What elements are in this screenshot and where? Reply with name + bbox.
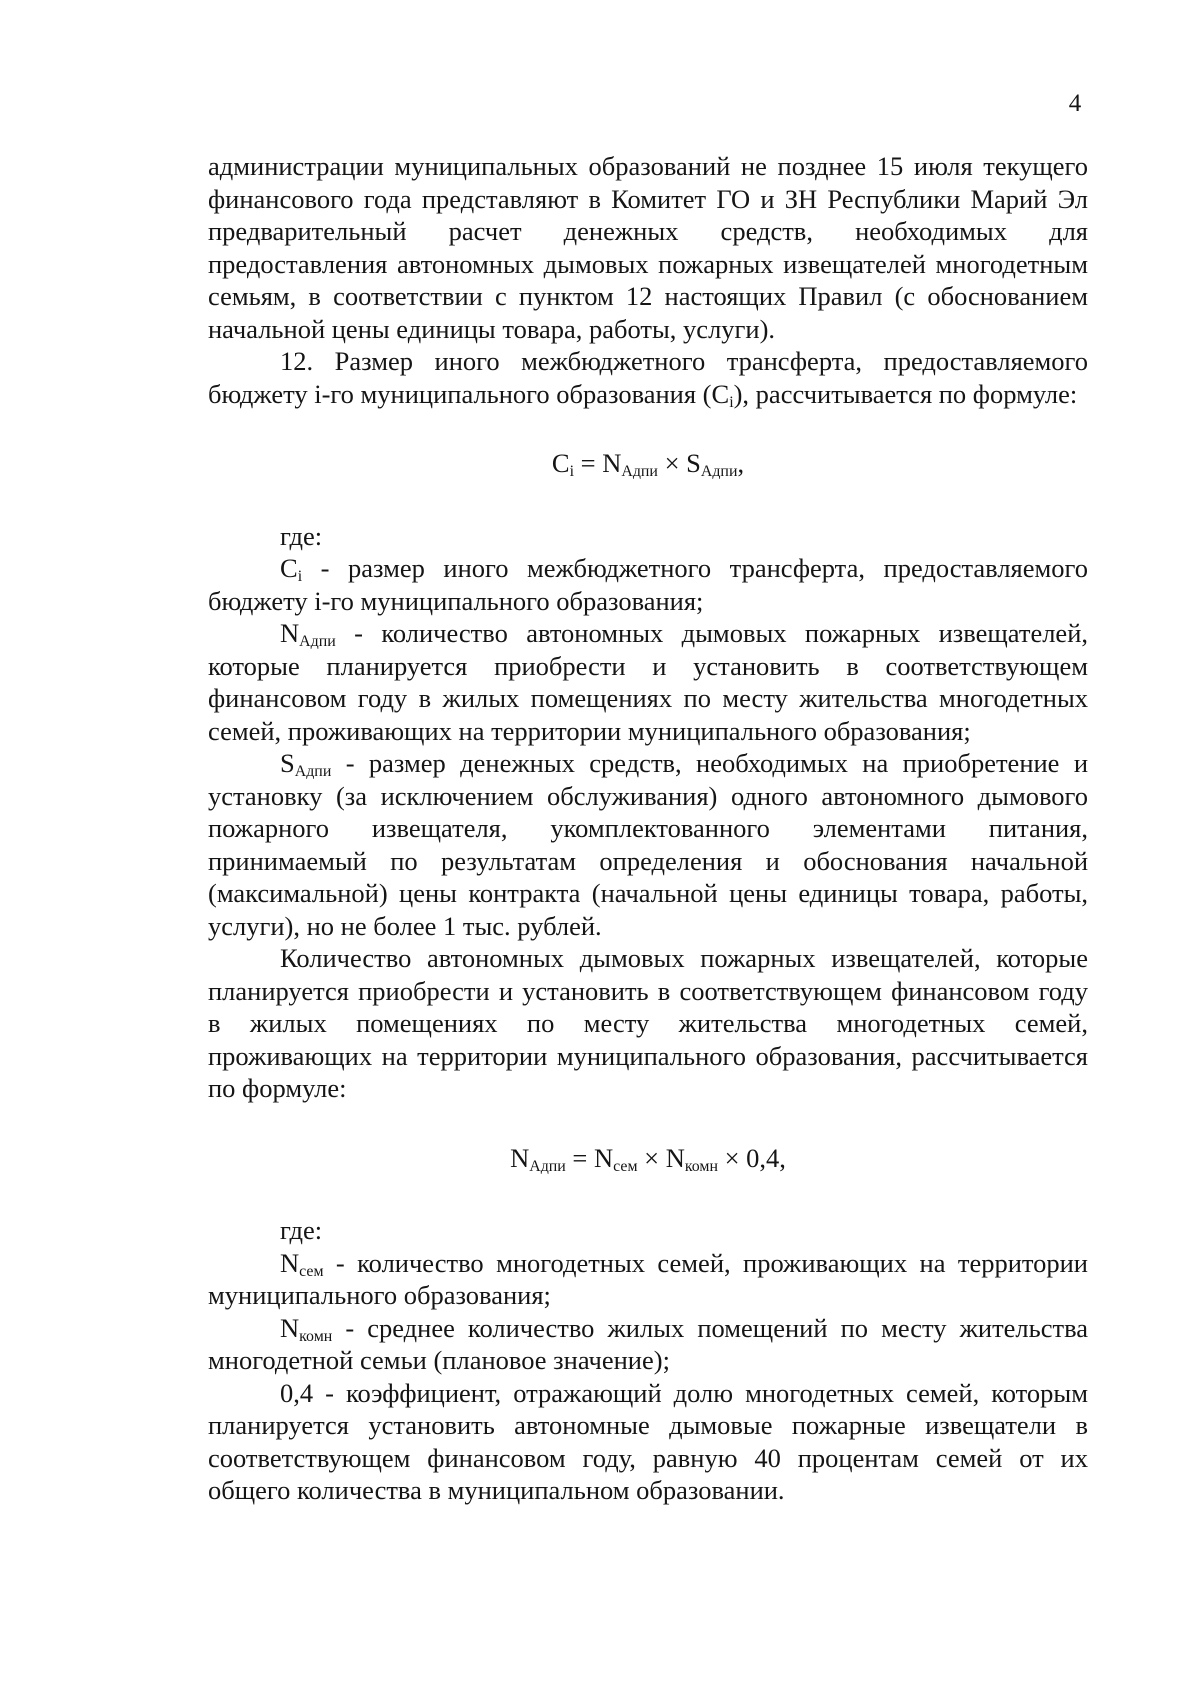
where-label-2: где:: [280, 1215, 323, 1245]
definition-n-sem: $N_{сем}$ - количество многодетных семей, проживающих на территории муниципального образования;: [208, 1247, 1088, 1310]
formula-quantity: $N_{Адпи} = N_{сем} \times N_{комн} \times 0,4$,: [510, 1142, 786, 1175]
definition-coefficient: 0,4 - коэффициент, отражающий долю многодетных семей, которым планируется установить автономные дымовые пожарные извещатели в соответствующем финансовом году, равную 40 процентам семей от их общего количества в муниципальном образовании.: [208, 1377, 1088, 1505]
paragraph-quantity: Количество автономных дымовых пожарных извещателей, которые планируется приобрести и установить в соответствующем финансовом году в жилых помещениях по месту жительства многодетных семей, проживающих на территории муниципального образования, рассчитывается по формуле:: [208, 943, 1088, 1103]
formula-transfer: $C_i = N_{Адпи} \times S_{Адпи}$,: [551, 448, 745, 480]
page-number: 4: [1068, 90, 1082, 117]
paragraph-submission: администрации муниципальных образований не позднее 15 июля текущего финансового года представляют в Комитет ГО и ЗН Республики Марий Эл предварительный расчет денежных средств, необходимых для предоставления автономных дымовых пожарных извещателей многодетным семьям, в соответствии с пунктом 12 настоящих Правил (с обоснованием начальной цены единицы товара, работы, услуги).: [208, 151, 1088, 344]
definition-n-komn: $N_{комн}$ - среднее количество жилых помещений по месту жительства многодетной семьи (плановое значение);: [208, 1312, 1088, 1375]
where-label-1: где:: [280, 520, 323, 551]
definition-ci: $C_i$ - размер иного межбюджетного трансферта, предоставляемого бюджету i-го муниципального образования;: [208, 553, 1088, 616]
document-body: [208, 150, 1088, 1507]
paragraph-transfer-size: 12. Размер иного межбюджетного трансферта, предоставляемого бюджету i-го муниципального образования $(C_i)$, рассчитывается по формуле:: [208, 346, 1088, 411]
definition-n-adpi: $N_{Адпи}$ - количество автономных дымовых пожарных извещателей, которые планируется приобрести и установить в соответствующем финансовом году в жилых помещениях по месту жительства многодетных семей, проживающих на территории муниципального образования;: [208, 618, 1088, 746]
definition-s-adpi: $S_{Адпи}$ - размер денежных средств, необходимых на приобретение и установку (за исключением обслуживания) одного автономного дымового пожарного извещателя, укомплектованного элементами питания, принимаемый по результатам определения и обоснования начальной (максимальной) цены контракта (начальной цены единицы товара, работы, услуги), но не более 1 тыс. рублей.: [208, 748, 1088, 941]
